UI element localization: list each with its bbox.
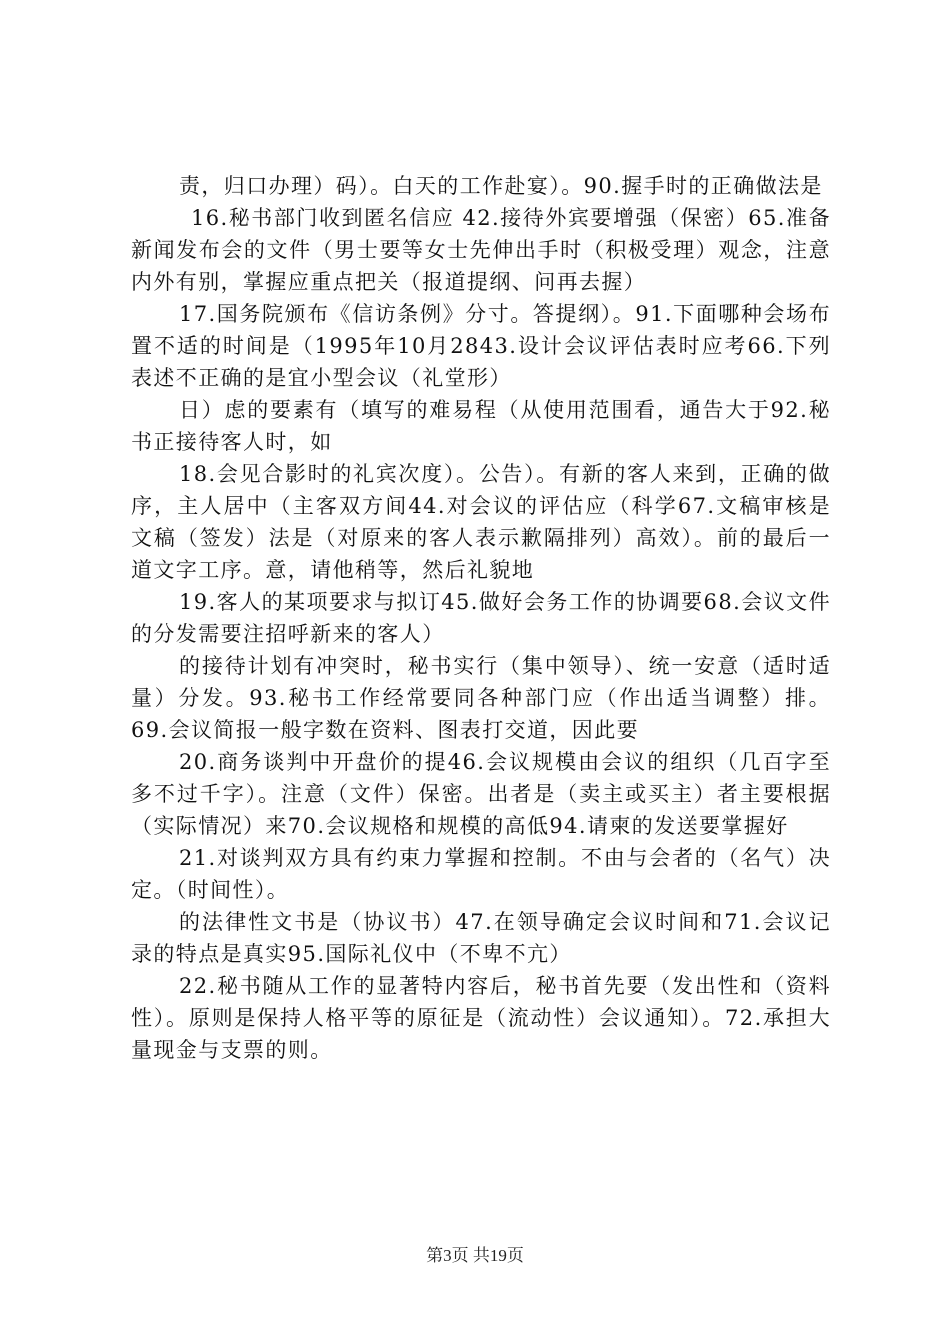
document-body <box>131 170 831 1066</box>
paragraph: 20.商务谈判中开盘价的提46.会议规模由会议的组织（几百字至多不过千字）。注意（文件）保密。出者是（卖主或买主）者主要根据（实际情况）来70.会议规格和规模的高低94.请柬的发送要掌握好 <box>131 750 831 838</box>
paragraph: 19.客人的某项要求与拟订45.做好会务工作的协调要68.会议文件的分发需要注招呼新来的客人） <box>131 590 831 646</box>
paragraph: 责，归口办理）码）。白天的工作赴宴）。90.握手时的正确做法是 <box>179 174 823 198</box>
paragraph: 16.秘书部门收到匿名信应 42.接待外宾要增强（保密）65.准备新闻发布会的文件（男士要等女士先伸出手时（积极受理）观念，注意内外有别，掌握应重点把关（报道提纲、问再去握） <box>131 206 831 294</box>
paragraph: 日）虑的要素有（填写的难易程（从使用范围看，通告大于92.秘书正接待客人时，如 <box>131 398 831 454</box>
paragraph: 18.会见合影时的礼宾次度）。公告）。有新的客人来到，正确的做序，主人居中（主客双方间44.对会议的评估应（科学67.文稿审核是文稿（签发）法是（对原来的客人表示歉隔排列）高效）。前的最后一道文字工序。意，请他稍等，然后礼貌地 <box>131 462 831 582</box>
paragraph: 21.对谈判双方具有约束力掌握和控制。不由与会者的（名气）决定。（时间性）。 <box>131 846 831 902</box>
paragraph: 的法律性文书是（协议书）47.在领导确定会议时间和71.会议记录的特点是真实95.国际礼仪中（不卑不亢） <box>131 910 831 966</box>
paragraph: 22.秘书随从工作的显著特内容后，秘书首先要（发出性和（资料性）。原则是保持人格平等的原征是（流动性）会议通知）。72.承担大量现金与支票的则。 <box>131 974 831 1062</box>
page-footer: 第3页 共19页 <box>426 1246 524 1265</box>
paragraph: 的接待计划有冲突时，秘书实行（集中领导）、统一安意（适时适量）分发。93.秘书工作经常要同各种部门应（作出适当调整）排。69.会议简报一般字数在资料、图表打交道，因此要 <box>131 654 831 742</box>
paragraph: 17.国务院颁布《信访条例》分寸。答提纲）。91.下面哪种会场布置不适的时间是（1995年10月2843.设计会议评估表时应考66.下列表述不正确的是宜小型会议（礼堂形） <box>131 302 831 390</box>
